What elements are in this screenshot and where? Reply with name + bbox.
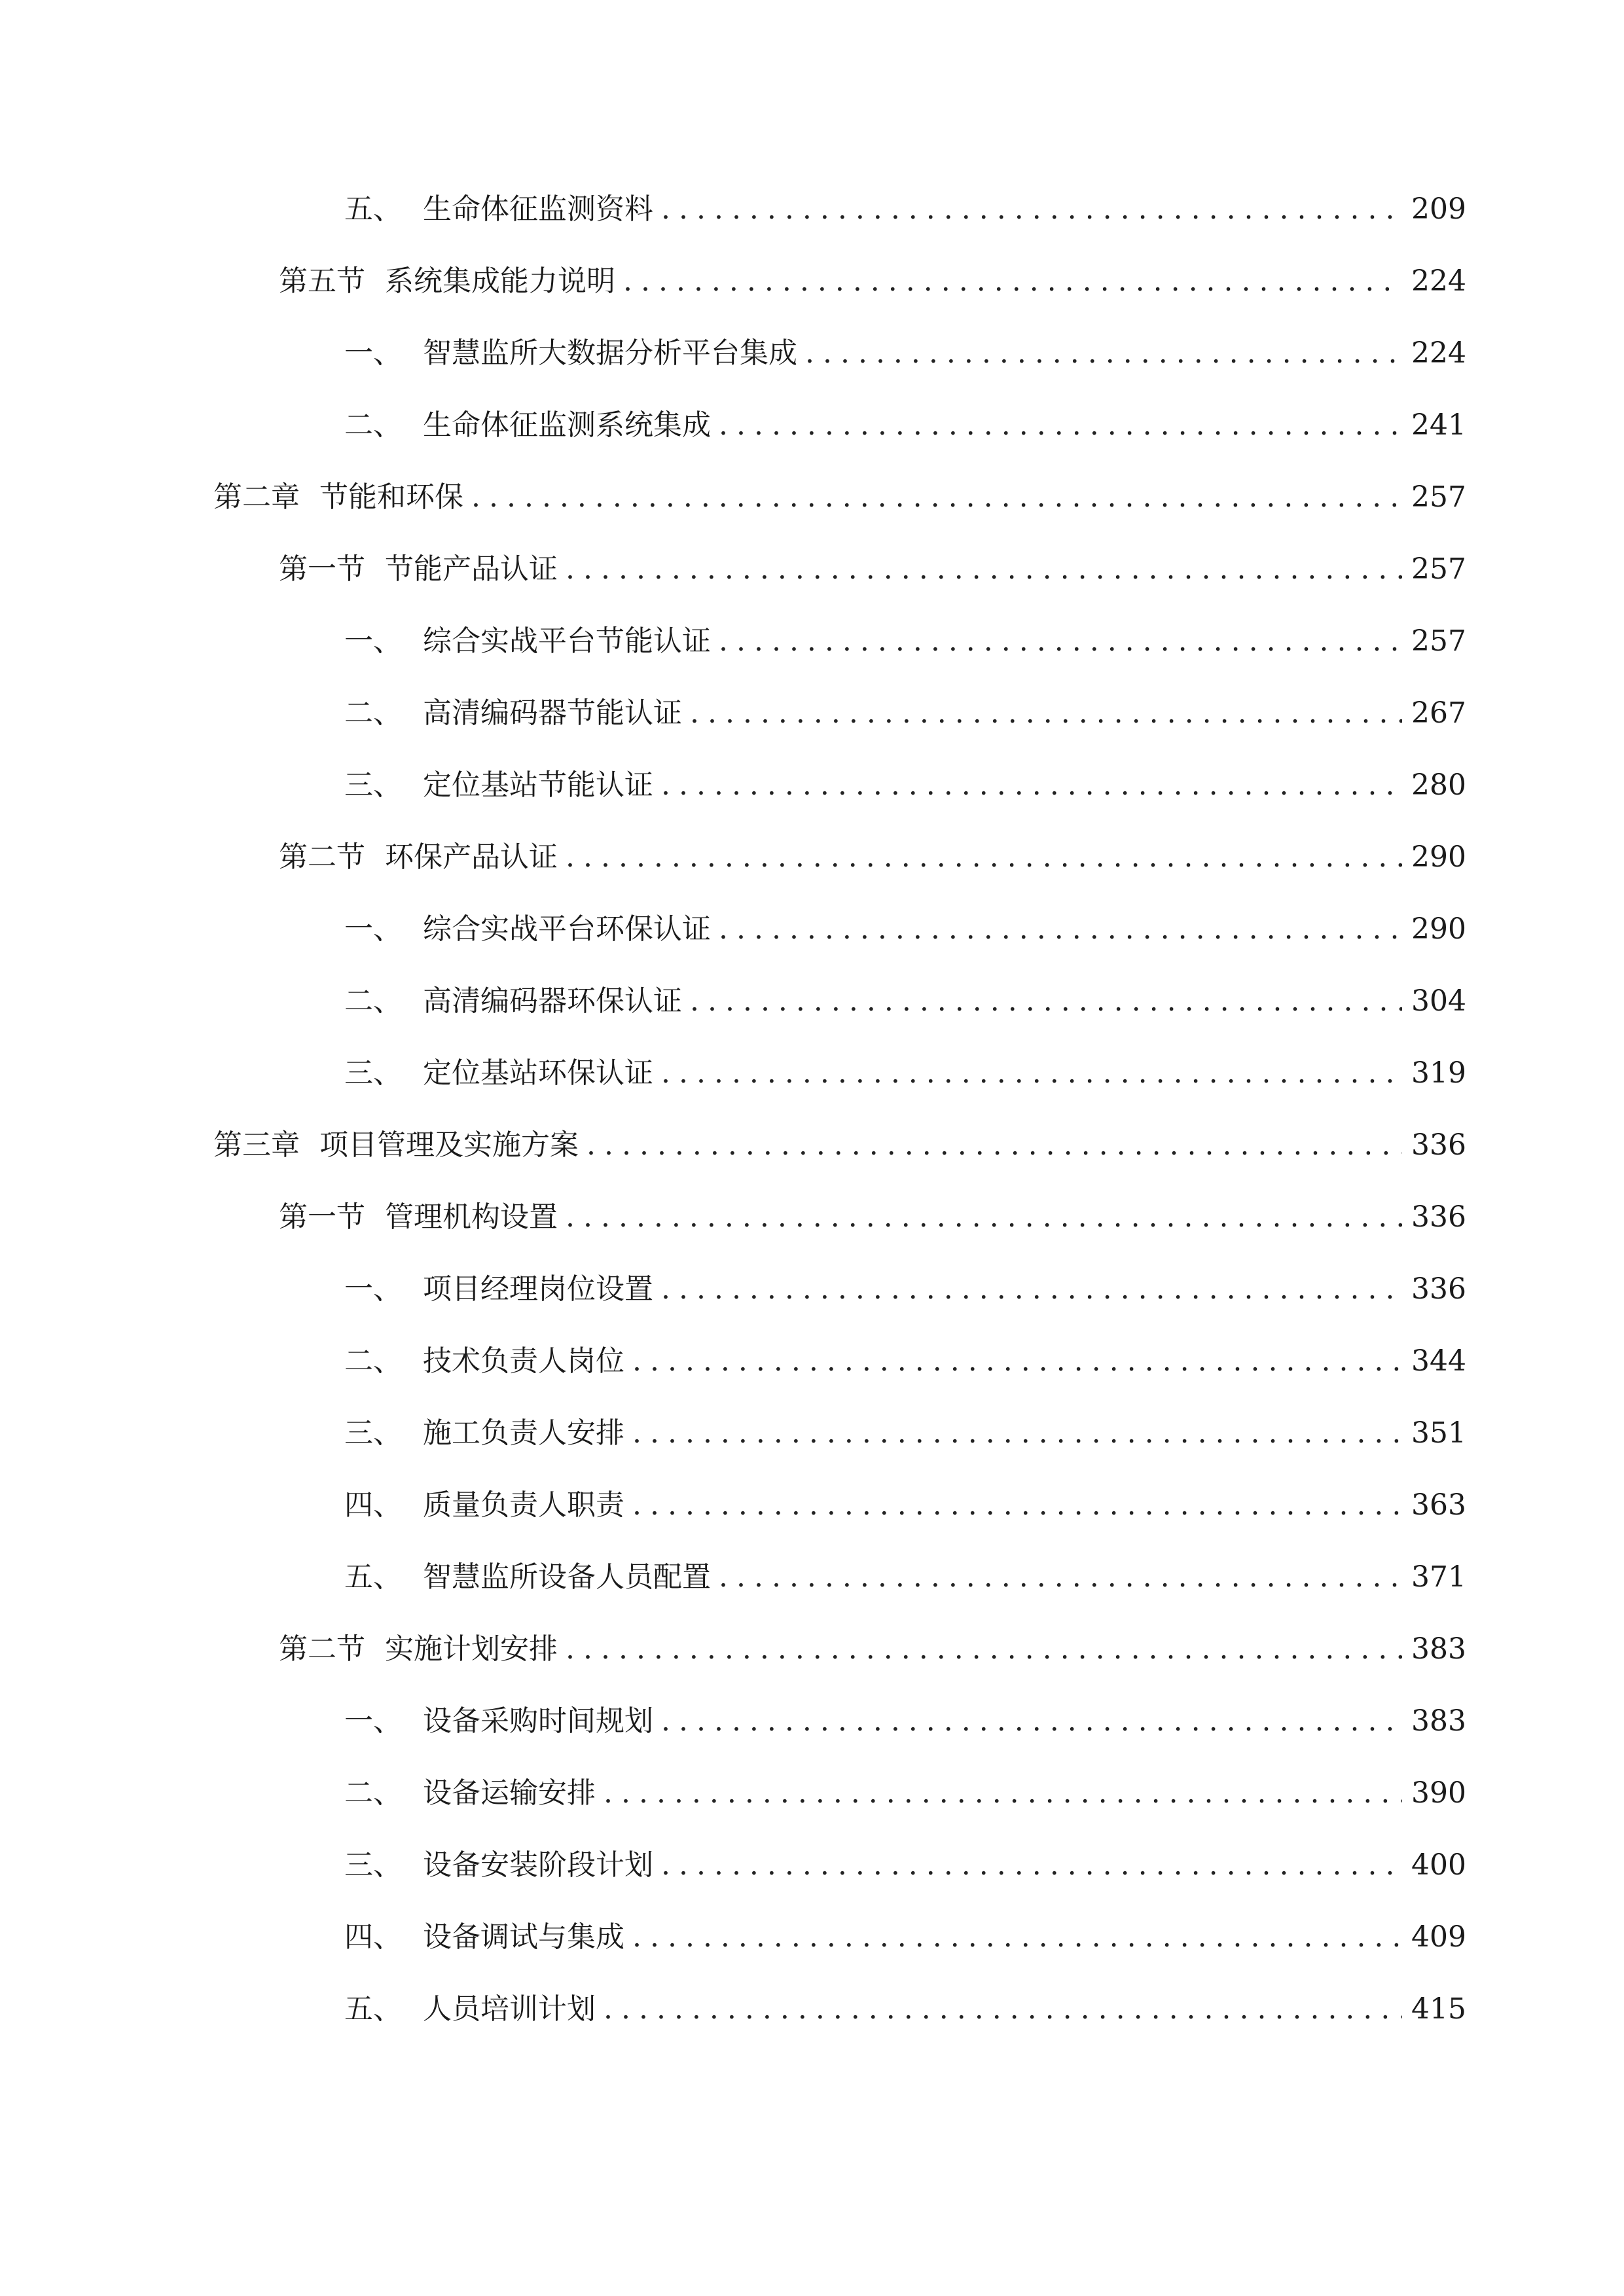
- toc-entry[interactable]: [344, 1551, 1466, 1604]
- toc-entry-page-number: 400: [1411, 1848, 1466, 1882]
- toc-entry-title: 综合实战平台节能认证: [423, 624, 711, 658]
- toc-entry[interactable]: [344, 903, 1466, 956]
- toc-entry-number: 四、: [344, 1920, 402, 1954]
- toc-entry-number: 五、: [344, 1560, 402, 1594]
- toc-entry-page-number: 224: [1411, 264, 1466, 298]
- toc-entry[interactable]: [344, 399, 1466, 452]
- toc-entry-title: 节能和环保: [319, 480, 463, 514]
- toc-entry-page-number: 280: [1411, 768, 1466, 802]
- toc-entry-page-number: 363: [1411, 1488, 1466, 1522]
- toc-entry-title: 高清编码器节能认证: [423, 696, 682, 730]
- toc-dot-leader: [566, 543, 1402, 596]
- toc-entry-number: 第二节: [279, 840, 365, 874]
- toc-dot-leader: [661, 759, 1402, 812]
- toc-dot-leader: [623, 255, 1402, 308]
- toc-entry-title: 设备安装阶段计划: [423, 1848, 653, 1882]
- toc-dot-leader: [586, 1119, 1402, 1172]
- toc-entry-page-number: 336: [1411, 1200, 1466, 1234]
- toc-entry[interactable]: [344, 183, 1466, 236]
- toc-entry-title: 项目经理岗位设置: [423, 1272, 653, 1306]
- toc-dot-leader: [661, 183, 1402, 236]
- toc-dot-leader: [690, 975, 1402, 1028]
- toc-entry-number: 三、: [344, 768, 402, 802]
- toc-entry-page-number: 209: [1411, 192, 1466, 226]
- toc-entry-page-number: 383: [1411, 1704, 1466, 1738]
- toc-entry[interactable]: [279, 543, 1466, 596]
- toc-entry-page-number: 336: [1411, 1272, 1466, 1306]
- toc-entry-page-number: 241: [1411, 408, 1466, 442]
- toc-entry[interactable]: [279, 255, 1466, 308]
- toc-entry[interactable]: [344, 1479, 1466, 1532]
- toc-entry-title: 项目管理及实施方案: [319, 1128, 579, 1162]
- toc-entry[interactable]: [344, 1983, 1466, 2036]
- toc-entry-page-number: 290: [1411, 912, 1466, 946]
- toc-entry-page-number: 344: [1411, 1344, 1466, 1378]
- toc-dot-leader: [632, 1479, 1402, 1532]
- toc-entry-number: 一、: [344, 624, 402, 658]
- toc-entry-title: 智慧监所大数据分析平台集成: [423, 336, 797, 370]
- toc-dot-leader: [719, 615, 1402, 668]
- toc-dot-leader: [566, 1191, 1402, 1244]
- toc-entry[interactable]: [344, 759, 1466, 812]
- toc-dot-leader: [604, 1983, 1402, 2036]
- toc-entry-number: 二、: [344, 696, 402, 730]
- toc-dot-leader: [632, 1335, 1402, 1388]
- toc-entry-number: 第二节: [279, 1632, 365, 1666]
- toc-entry-title: 定位基站节能认证: [423, 768, 653, 802]
- toc-entry-title: 定位基站环保认证: [423, 1056, 653, 1090]
- toc-entry-page-number: 409: [1411, 1920, 1466, 1954]
- toc-dot-leader: [632, 1407, 1402, 1460]
- toc-entry-page-number: 290: [1411, 840, 1466, 874]
- toc-entry[interactable]: [213, 1119, 1466, 1172]
- toc-entry-page-number: 267: [1411, 696, 1466, 730]
- toc-entry-number: 二、: [344, 408, 402, 442]
- toc-dot-leader: [632, 1911, 1402, 1964]
- toc-entry-number: 二、: [344, 1344, 402, 1378]
- toc-entry-title: 智慧监所设备人员配置: [423, 1560, 711, 1594]
- toc-entry-title: 人员培训计划: [423, 1992, 596, 2026]
- toc-entry[interactable]: [344, 687, 1466, 740]
- toc-entry-page-number: 257: [1411, 552, 1466, 586]
- toc-entry[interactable]: [213, 471, 1466, 524]
- toc-entry-page-number: 257: [1411, 480, 1466, 514]
- toc-entry-page-number: 319: [1411, 1056, 1466, 1090]
- toc-entry[interactable]: [344, 1047, 1466, 1100]
- toc-entry-title: 施工负责人安排: [423, 1416, 624, 1450]
- toc-entry[interactable]: [344, 1407, 1466, 1460]
- toc-dot-leader: [661, 1047, 1402, 1100]
- toc-entry-title: 生命体征监测资料: [423, 192, 653, 226]
- toc-entry[interactable]: [344, 1839, 1466, 1892]
- toc-entry[interactable]: [344, 327, 1466, 380]
- toc-entry-page-number: 390: [1411, 1776, 1466, 1810]
- toc-entry-title: 设备调试与集成: [423, 1920, 624, 1954]
- toc-dot-leader: [690, 687, 1402, 740]
- toc-entry-title: 生命体征监测系统集成: [423, 408, 711, 442]
- toc-entry[interactable]: [344, 615, 1466, 668]
- toc-dot-leader: [471, 471, 1402, 524]
- toc-entry-page-number: 336: [1411, 1128, 1466, 1162]
- toc-entry-number: 二、: [344, 984, 402, 1018]
- toc-entry-number: 第三章: [213, 1128, 300, 1162]
- toc-entry-title: 系统集成能力说明: [385, 264, 615, 298]
- toc-dot-leader: [566, 1623, 1402, 1676]
- toc-entry-page-number: 383: [1411, 1632, 1466, 1666]
- toc-entry-title: 技术负责人岗位: [423, 1344, 624, 1378]
- toc-entry-number: 五、: [344, 192, 402, 226]
- toc-entry[interactable]: [344, 1767, 1466, 1820]
- toc-entry-number: 三、: [344, 1848, 402, 1882]
- toc-entry[interactable]: [344, 1695, 1466, 1748]
- toc-entry[interactable]: [344, 975, 1466, 1028]
- toc-entry-number: 二、: [344, 1776, 402, 1810]
- toc-dot-leader: [805, 327, 1402, 380]
- toc-dot-leader: [719, 399, 1402, 452]
- toc-entry-number: 第五节: [279, 264, 365, 298]
- toc-entry-number: 一、: [344, 1704, 402, 1738]
- toc-entry-page-number: 351: [1411, 1416, 1466, 1450]
- toc-dot-leader: [661, 1839, 1402, 1892]
- toc-dot-leader: [661, 1263, 1402, 1316]
- toc-entry-number: 四、: [344, 1488, 402, 1522]
- toc-entry-number: 五、: [344, 1992, 402, 2026]
- toc-entry-title: 环保产品认证: [385, 840, 558, 874]
- toc-dot-leader: [719, 1551, 1402, 1604]
- toc-entry-title: 管理机构设置: [385, 1200, 558, 1234]
- toc-entry[interactable]: [279, 831, 1466, 884]
- toc-entry-title: 高清编码器环保认证: [423, 984, 682, 1018]
- toc-entry-title: 实施计划安排: [385, 1632, 558, 1666]
- toc-dot-leader: [566, 831, 1402, 884]
- toc-entry-page-number: 415: [1411, 1992, 1466, 2026]
- toc-entry[interactable]: [279, 1623, 1466, 1676]
- toc-entry[interactable]: [279, 1191, 1466, 1244]
- toc-entry-number: 三、: [344, 1056, 402, 1090]
- toc-entry-number: 一、: [344, 912, 402, 946]
- toc-entry-page-number: 304: [1411, 984, 1466, 1018]
- toc-entry[interactable]: [344, 1263, 1466, 1316]
- toc-entry[interactable]: [344, 1911, 1466, 1964]
- toc-entry-title: 综合实战平台环保认证: [423, 912, 711, 946]
- toc-entry-number: 第一节: [279, 552, 365, 586]
- toc-entry[interactable]: [344, 1335, 1466, 1388]
- toc-entry-number: 一、: [344, 336, 402, 370]
- toc-entry-number: 第一节: [279, 1200, 365, 1234]
- toc-entry-title: 设备采购时间规划: [423, 1704, 653, 1738]
- toc-entry-number: 第二章: [213, 480, 300, 514]
- toc-entry-page-number: 224: [1411, 336, 1466, 370]
- toc-entry-title: 节能产品认证: [385, 552, 558, 586]
- toc-entry-title: 设备运输安排: [423, 1776, 596, 1810]
- toc-entry-number: 三、: [344, 1416, 402, 1450]
- toc-entry-page-number: 371: [1411, 1560, 1466, 1594]
- toc-entry-page-number: 257: [1411, 624, 1466, 658]
- toc-entry-number: 一、: [344, 1272, 402, 1306]
- toc-dot-leader: [719, 903, 1402, 956]
- toc-dot-leader: [661, 1695, 1402, 1748]
- toc-dot-leader: [604, 1767, 1402, 1820]
- toc-entry-title: 质量负责人职责: [423, 1488, 624, 1522]
